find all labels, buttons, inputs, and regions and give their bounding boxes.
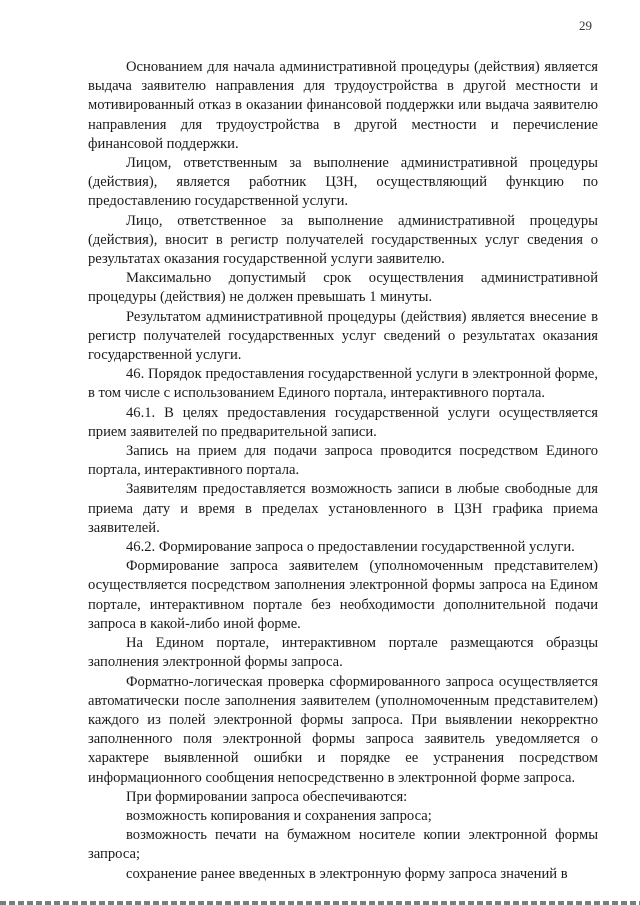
list-item: возможность копирования и сохранения запроса; (126, 807, 432, 824)
paragraph: Формирование запроса заявителем (уполномоченным представителем) осуществляется посредством заполнения электронной формы запроса на Едином портале, интерактивном портале без необходимости дополнительной подачи запроса в какой-либо иной форме. (88, 558, 598, 632)
paragraph: Лицо, ответственное за выполнение административной процедуры (действия), вносит в регистр получателей государственных услуг сведения о результатах оказания государственной услуги заявителю. (88, 212, 598, 268)
paragraph: Запись на прием для подачи запроса проводится посредством Единого портала, интерактивного портала. (88, 443, 598, 479)
page-number: 29 (579, 18, 592, 33)
paragraph: Форматно-логическая проверка сформированного запроса осуществляется автоматически после заполнения заявителем (уполномоченным представителем) каждого из полей электронной формы запроса. При выявлении некорректно заполненного поля электронной формы запроса заявитель уведомляется о характере выявленной ошибки и порядке ее устранения посредством информационного сообщения непосредственно в электронной форме запроса. (88, 673, 598, 786)
list-item: возможность печати на бумажном носителе копии электронной формы запроса; (88, 827, 598, 863)
document-body (88, 58, 598, 884)
paragraph: Основанием для начала административной процедуры (действия) является выдача заявителю направления для трудоустройства в другой местности и мотивированный отказ в оказании финансовой поддержки или выдача заявителю направления для трудоустройства в другой местности и перечисление финансовой поддержки. (88, 59, 598, 152)
paragraph: Лицом, ответственным за выполнение административной процедуры (действия), является работник ЦЗН, осуществляющий функцию по предоставлению государственной услуги. (88, 155, 598, 210)
paragraph: Результатом административной процедуры (действия) является внесение в регистр получателей государственных услуг сведений о результатах оказания государственной услуги. (88, 308, 598, 364)
scan-edge-artifact (0, 901, 640, 905)
subsection-heading: 46.2. Формирование запроса о предоставлении государственной услуги. (126, 539, 575, 556)
paragraph: Максимально допустимый срок осуществления административной процедуры (действия) не должен превышать 1 минуты. (88, 270, 598, 306)
paragraph: Заявителям предоставляется возможность записи в любые свободные для приема дату и время в пределах установленного в ЦЗН графика приема заявителей. (88, 481, 598, 536)
paragraph: При формировании запроса обеспечиваются: (126, 788, 408, 805)
section-heading: 46. Порядок предоставления государственной услуги в электронной форме, в том числе с использованием Единого портала, интерактивного портала. (88, 366, 598, 402)
paragraph: 46.1. В целях предоставления государственной услуги осуществляется прием заявителей по предварительной записи. (88, 404, 598, 440)
paragraph: На Едином портале, интерактивном портале размещаются образцы заполнения электронной формы запроса. (88, 635, 598, 671)
list-item: сохранение ранее введенных в электронную форму запроса значений в (126, 865, 568, 882)
